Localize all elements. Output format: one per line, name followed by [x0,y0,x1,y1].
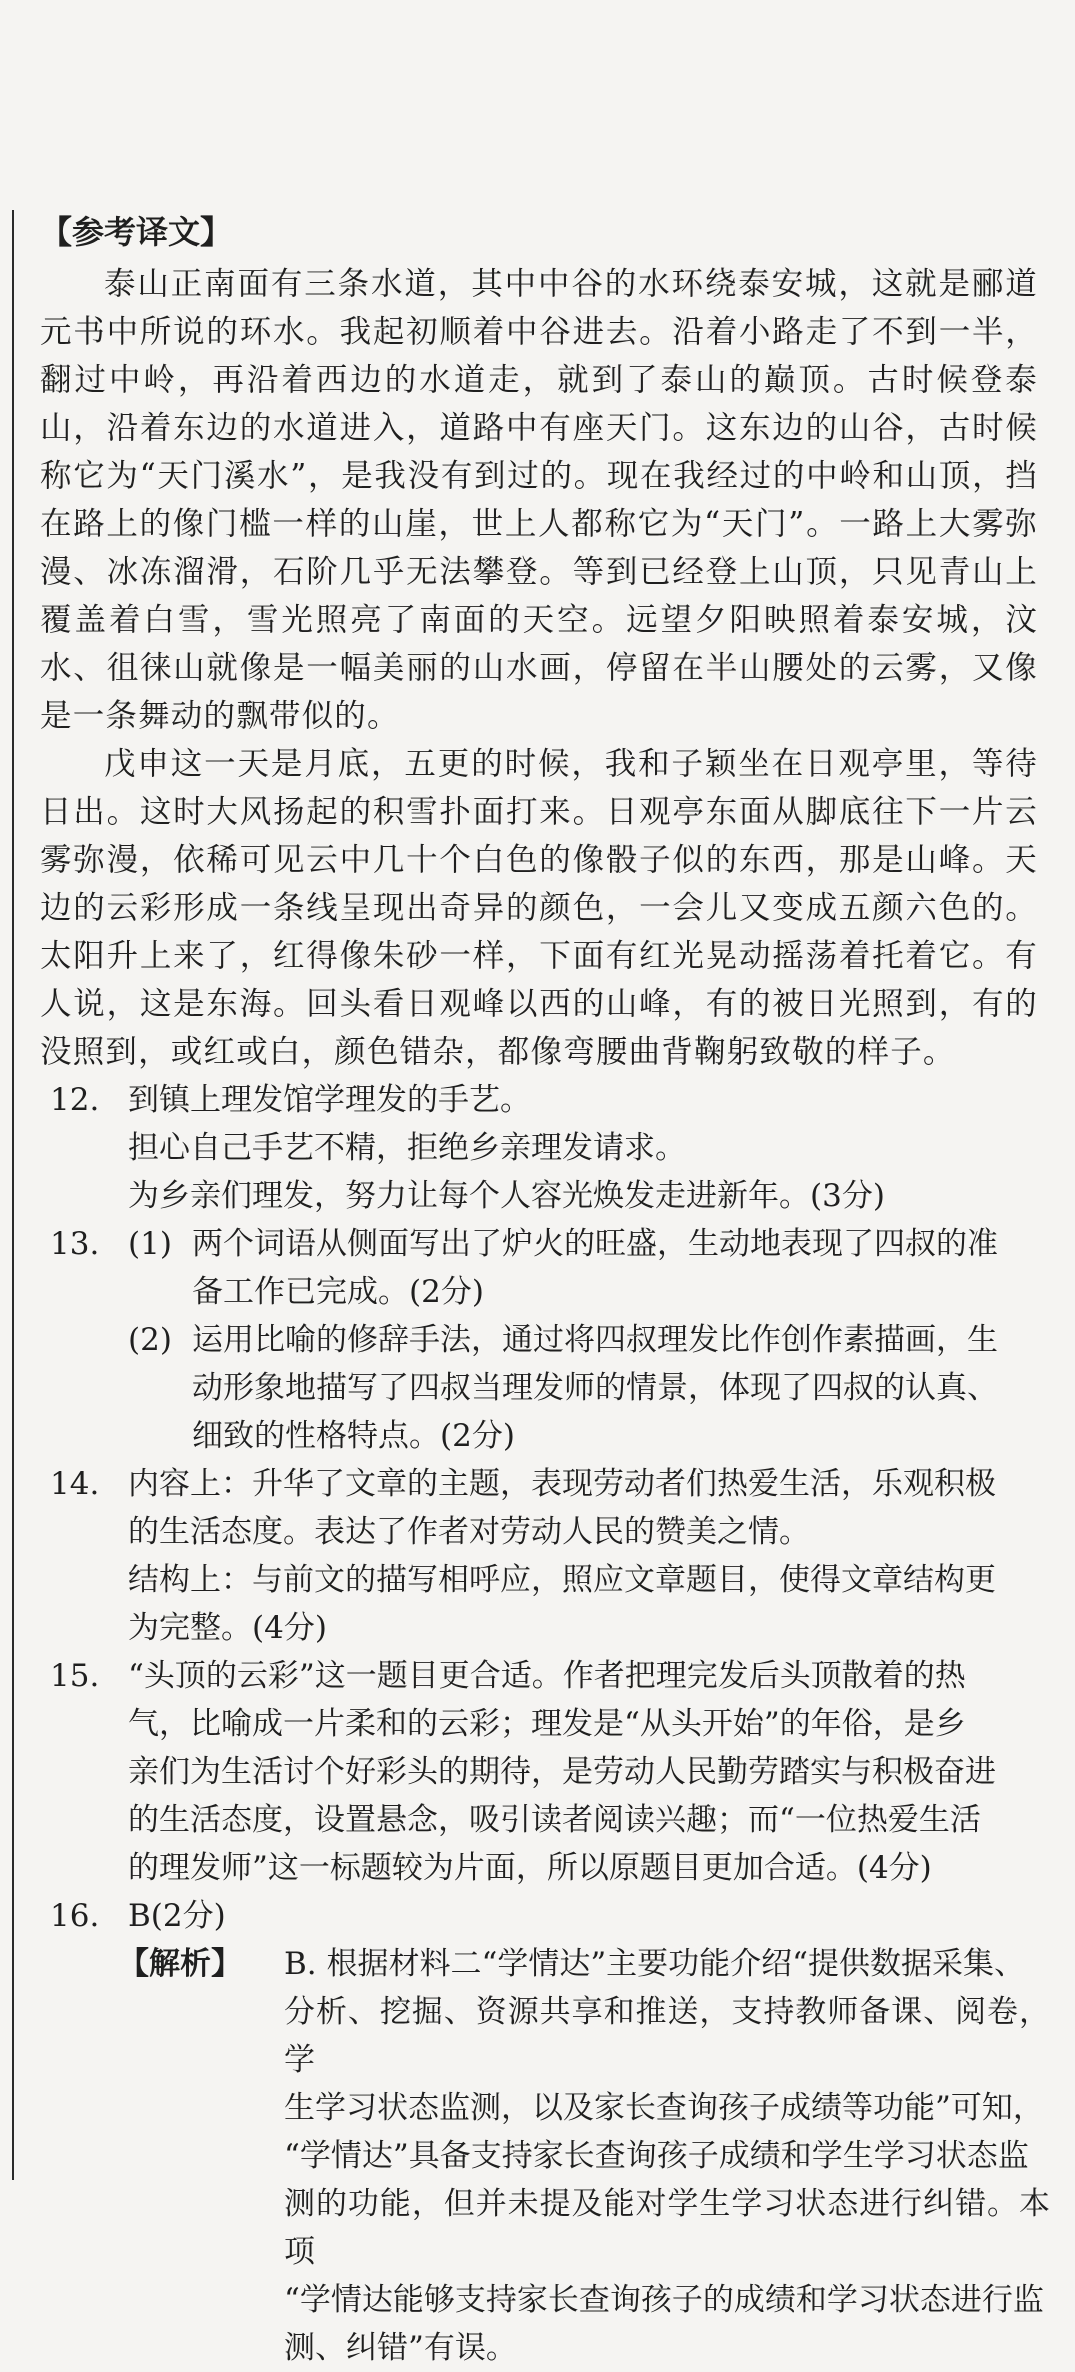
question-number: 16. [50,1898,100,1934]
answer-line: 气，比喻成一片柔和的云彩；理发是“从头开始”的年俗，是乡 [128,1706,966,1742]
analysis-line: 分析、挖掘、资源共享和推送，支持教师备课、阅卷，学 [284,1994,1050,2078]
question-number: 14. [50,1466,100,1502]
analysis-line: “学情达能够支持家长查询孩子的成绩和学习状态进行监 [284,2282,1044,2318]
answer-13-part-1 [128,1220,1050,1316]
answer-line: 运用比喻的修辞手法，通过将四叔理发比作创作素描画，生 [192,1322,998,1358]
analysis-line: 测、纠错”有误。 [284,2330,517,2366]
answer-13 [40,1220,1050,1460]
translation-paragraph-1: 泰山正南面有三条水道，其中中谷的水环绕泰安城，这就是郦道元书中所说的环水。我起初顺着中谷进去。沿着小路走了不到一半，翻过中岭，再沿着西边的水道走，就到了泰山的巅顶。古时候登泰山，沿着东边的水道进入，道路中有座天门。这东边的山谷，古时候称它为“天门溪水”，是我没有到过的。现在我经过的中岭和山顶，挡在路上的像门槛一样的山崖，世上人都称它为“天门”。一路上大雾弥漫、冰冻溜滑，石阶几乎无法攀登。等到已经登上山顶，只见青山上覆盖着白雪，雪光照亮了南面的天空。远望夕阳映照着泰安城，汶水、徂徕山就像是一幅美丽的山水画，停留在半山腰处的云雾，又像是一条舞动的飘带似的。 [40,266,1038,734]
answer-line: 结构上：与前文的描写相呼应，照应文章题目，使得文章结构更 [128,1562,996,1598]
answer-page [40,212,1050,2372]
answer-line: 内容上：升华了文章的主题，表现劳动者们热爱生活，乐观积极 [128,1466,996,1502]
analysis-block [118,1940,1050,2372]
answer-line: 为完整。(4分) [128,1610,327,1646]
answer-line: 的生活态度，设置悬念，吸引读者阅读兴趣；而“一位热爱生活 [128,1802,981,1838]
answer-line: 动形象地描写了四叔当理发师的情景，体现了四叔的认真、 [192,1370,998,1406]
analysis-line: 测的功能，但并未提及能对学生学习状态进行纠错。本项 [284,2186,1050,2270]
page-margin-line [12,210,14,2180]
analysis-line: B. 根据材料二“学情达”主要功能介绍“提供数据采集、 [284,1946,1026,1982]
question-number: 12. [50,1082,100,1118]
question-number: 13. [50,1226,100,1262]
answer-line: 担心自己手艺不精，拒绝乡亲理发请求。 [128,1130,686,1166]
answer-choice: B(2分) [128,1898,226,1934]
answer-15 [40,1652,1050,1892]
answer-line: “头顶的云彩”这一题目更合适。作者把理完发后头顶散着的热 [128,1658,966,1694]
answer-line: 亲们为生活讨个好彩头的期待，是劳动人民勤劳踏实与积极奋进 [128,1754,996,1790]
answer-line: 为乡亲们理发，努力让每个人容光焕发走进新年。(3分) [128,1178,885,1214]
answer-line: 两个词语从侧面写出了炉火的旺盛，生动地表现了四叔的准 [192,1226,998,1262]
answer-line: 的生活态度。表达了作者对劳动人民的赞美之情。 [128,1514,810,1550]
answer-14 [40,1460,1050,1652]
analysis-line: “学情达”具备支持家长查询孩子成绩和学生学习状态监 [284,2138,1029,2174]
answer-13-part-2 [128,1316,1050,1460]
analysis-tag: 【解析】 [118,1946,242,1982]
answer-16 [40,1892,1050,2372]
answer-line: 备工作已完成。(2分) [192,1274,484,1310]
answer-line: 到镇上理发馆学理发的手艺。 [128,1082,531,1118]
answer-line: 细致的性格特点。(2分) [192,1418,515,1454]
answer-line: 的理发师”这一标题较为片面，所以原题目更加合适。(4分) [128,1850,932,1886]
sub-number: (2) [128,1322,172,1358]
section-title: 【参考译文】 [40,213,233,251]
question-number: 15. [50,1658,100,1694]
translation-paragraph-2: 戊申这一天是月底，五更的时候，我和子颖坐在日观亭里，等待日出。这时大风扬起的积雪扑面打来。日观亭东面从脚底往下一片云雾弥漫，依稀可见云中几十个白色的像骰子似的东西，那是山峰。天边的云彩形成一条线呈现出奇异的颜色，一会儿又变成五颜六色的。太阳升上来了，红得像朱砂一样，下面有红光晃动摇荡着托着它。有人说，这是东海。回头看日观峰以西的山峰，有的被日光照到，有的没照到，或红或白，颜色错杂，都像弯腰曲背鞠躬致敬的样子。 [40,746,1038,1070]
answer-12 [40,1076,1050,1220]
analysis-line: 生学习状态监测，以及家长查询孩子成绩等功能”可知， [284,2090,1044,2126]
sub-number: (1) [128,1226,172,1262]
